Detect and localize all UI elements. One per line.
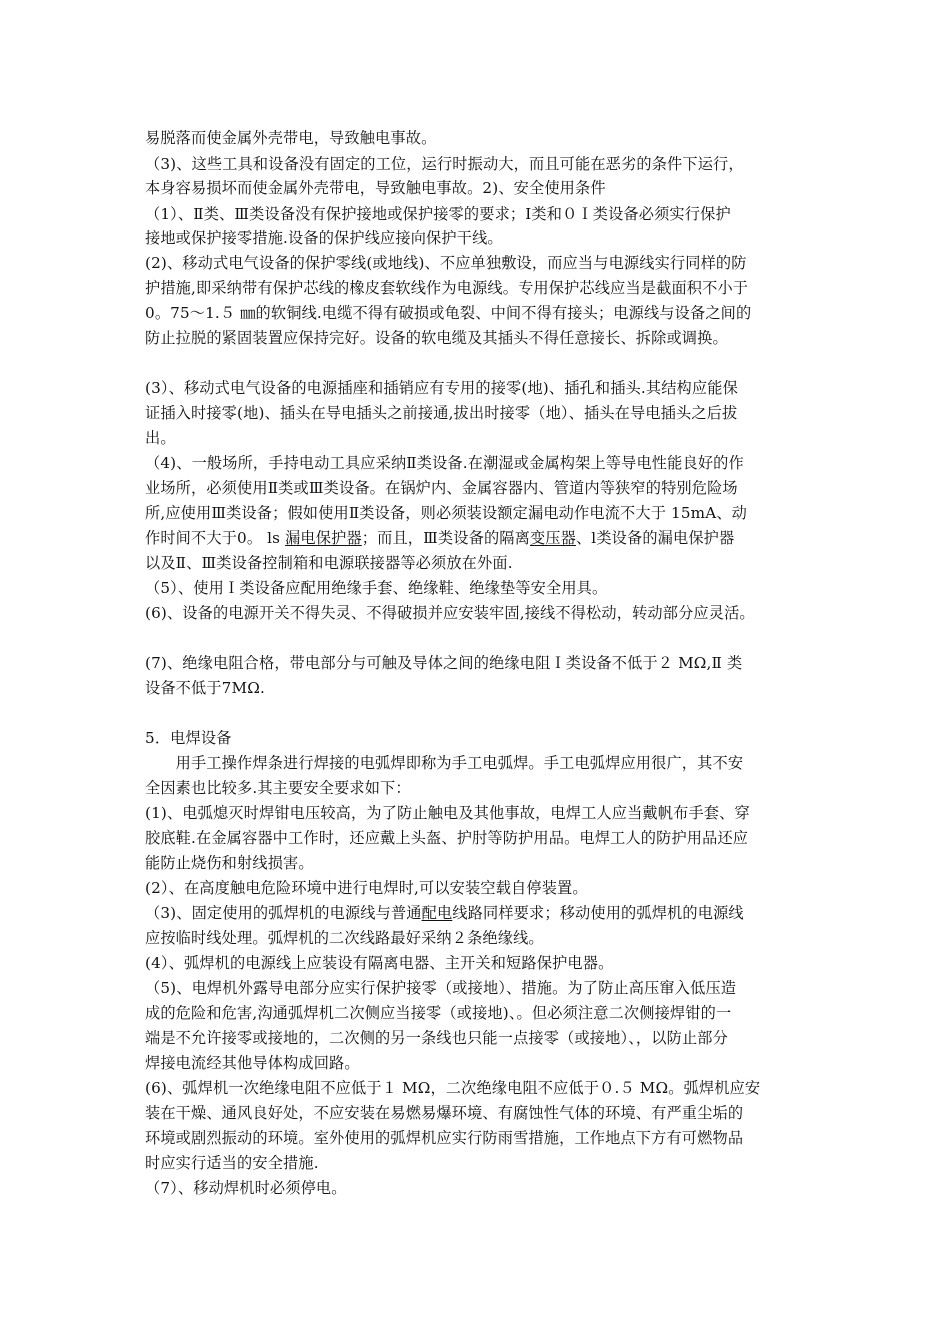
text-line: (6)、弧焊机一次绝缘电阻不应低于１ MΩ，二次绝缘电阻不应低于０.５ MΩ。弧焊机应安 — [145, 1079, 761, 1097]
text-line: 0。75～1.５ ㎜的软铜线.电缆不得有破损或龟裂、中间不得有接头；电源线与设备之间的 — [145, 304, 752, 322]
text-line: 胶底鞋.在金属容器中工作时，还应戴上头盔、护肘等防护用品。电焊工人的防护用品还应 — [145, 829, 749, 847]
text-line: (1)、电弧熄灭时焊钳电压较高，为了防止触电及其他事故，电焊工人应当戴帆布手套、穿 — [145, 804, 750, 822]
underlined-term: 漏电保护器 — [285, 529, 362, 547]
text-line: (4）、弧焊机的电源线上应装设有隔离电器、主开关和短路保护电器。 — [145, 954, 614, 972]
text-line: 端是不允许接零或接地的，二次侧的另一条线也只能一点接零（或接地）、，以防止部分 — [145, 1029, 728, 1047]
underlined-term: 配电 — [421, 904, 453, 922]
text-segment: 线路同样要求；移动使用的弧焊机的电源线 — [452, 904, 744, 922]
text-line: 成的危险和危害,沟通弧焊机二次侧应当接零（或接地)、。但必须注意二次侧接焊钳的一 — [145, 1004, 732, 1022]
text-segment: ；而且，Ⅲ类设备的隔离 — [361, 529, 530, 547]
text-line: 装在干燥、通风良好处，不应安装在易燃易爆环境、有腐蚀性气体的环境、有严重尘垢的 — [145, 1104, 744, 1122]
text-line: （1）、Ⅱ类、Ⅲ类设备没有保护接地或保护接零的要求；I类和０Ｉ类设备必须实行保护 — [145, 205, 731, 223]
text-line: （5）、使用Ｉ类设备应配用绝缘手套、绝缘鞋、绝缘垫等安全用具。 — [145, 579, 608, 597]
text-line: (7)、绝缘电阻合格，带电部分与可触及导体之间的绝缘电阻Ｉ类设备不低于２ MΩ,Ⅱ 类 — [145, 654, 743, 672]
text-segment: 作时间不大于0。 ls — [145, 529, 286, 547]
text-segment: （3)、固定使用的弧焊机的电源线与普通 — [145, 904, 422, 922]
text-line: 设备不低于7MΩ. — [145, 679, 265, 697]
text-line — [145, 903, 744, 923]
text-line: 环境或剧烈振动的环境。室外使用的弧焊机应实行防雨雪措施，工作地点下方有可燃物品 — [145, 1129, 744, 1147]
text-line: 时应实行适当的安全措施. — [145, 1154, 319, 1172]
text-line: 所,应使用Ⅲ类设备；假如使用Ⅱ类设备，则必须装设额定漏电动作电流不大于 15mA、动 — [145, 504, 747, 522]
text-line: (6)、设备的电源开关不得失灵、不得破损并应安装牢固,接线不得松动，转动部分应灵活。 — [145, 604, 755, 622]
text-line: 以及Ⅱ、Ⅲ类设备控制箱和电源联接器等必须放在外面. — [145, 554, 513, 572]
text-line: (2）、在高度触电危险环境中进行电焊时,可以安装空载自停装置。 — [145, 879, 588, 897]
text-segment: 、l类设备的漏电保护器 — [575, 529, 735, 547]
text-line: （7）、移动焊机时必须停电。 — [145, 1179, 347, 1197]
text-line: 易脱落而使金属外壳带电，导致触电事故。 — [145, 129, 437, 147]
text-line — [145, 528, 734, 548]
text-line: 证插入时接零(地)、插头在导电插头之前接通,拔出时接零（地）、插头在导电插头之后拔 — [145, 404, 738, 422]
text-line: (2)、移动式电气设备的保护零线(或地线)、不应单独敷设，而应当与电源线实行同样的防 — [145, 254, 747, 272]
text-line: 接地或保护接零措施.设备的保护线应接向保护干线。 — [145, 229, 503, 247]
text-line: （5)、电焊机外露导电部分应实行保护接零（或接地）、措施。为了防止高压窜入低压造 — [145, 979, 737, 997]
section-heading: 5．电焊设备 — [145, 729, 232, 747]
text-line: 用手工操作焊条进行焊接的电弧焊即称为手工电弧焊。手工电弧焊应用很广，其不安 — [145, 754, 744, 772]
text-line: 本身容易损坏而使金属外壳带电，导致触电事故。2)、安全使用条件 — [145, 179, 606, 197]
text-line: 出。 — [145, 429, 176, 447]
text-line: （4)、一般场所，手持电动工具应采纳Ⅱ类设备.在潮湿或金属构架上等导电性能良好的作 — [145, 454, 744, 472]
text-line: 应按临时线处理。弧焊机的二次线路最好采纳２条绝缘线。 — [145, 929, 544, 947]
text-line: 防止拉脱的紧固装置应保持完好。设备的软电缆及其插头不得任意接长、拆除或调换。 — [145, 329, 728, 347]
text-line: 焊接电流经其他导体构成回路。 — [145, 1054, 360, 1072]
underlined-term: 变压器 — [529, 529, 576, 547]
text-line: （3)、这些工具和设备没有固定的工位，运行时振动大，而且可能在恶劣的条件下运行， — [145, 155, 744, 173]
text-line: 全因素也比较多.其主要安全要求如下： — [145, 779, 411, 797]
text-line: (3）、移动式电气设备的电源插座和插销应有专用的接零(地)、插孔和插头.其结构应能保 — [145, 379, 738, 397]
text-line: 能防止烧伤和射线损害。 — [145, 854, 314, 872]
text-line: 护措施,即采纳带有保护芯线的橡皮套软线作为电源线。专用保护芯线应当是截面积不小于 — [145, 279, 749, 297]
text-line: 业场所，必须使用Ⅱ类或Ⅲ类设备。在锅炉内、金属容器内、管道内等狭窄的特别危险场 — [145, 479, 738, 497]
